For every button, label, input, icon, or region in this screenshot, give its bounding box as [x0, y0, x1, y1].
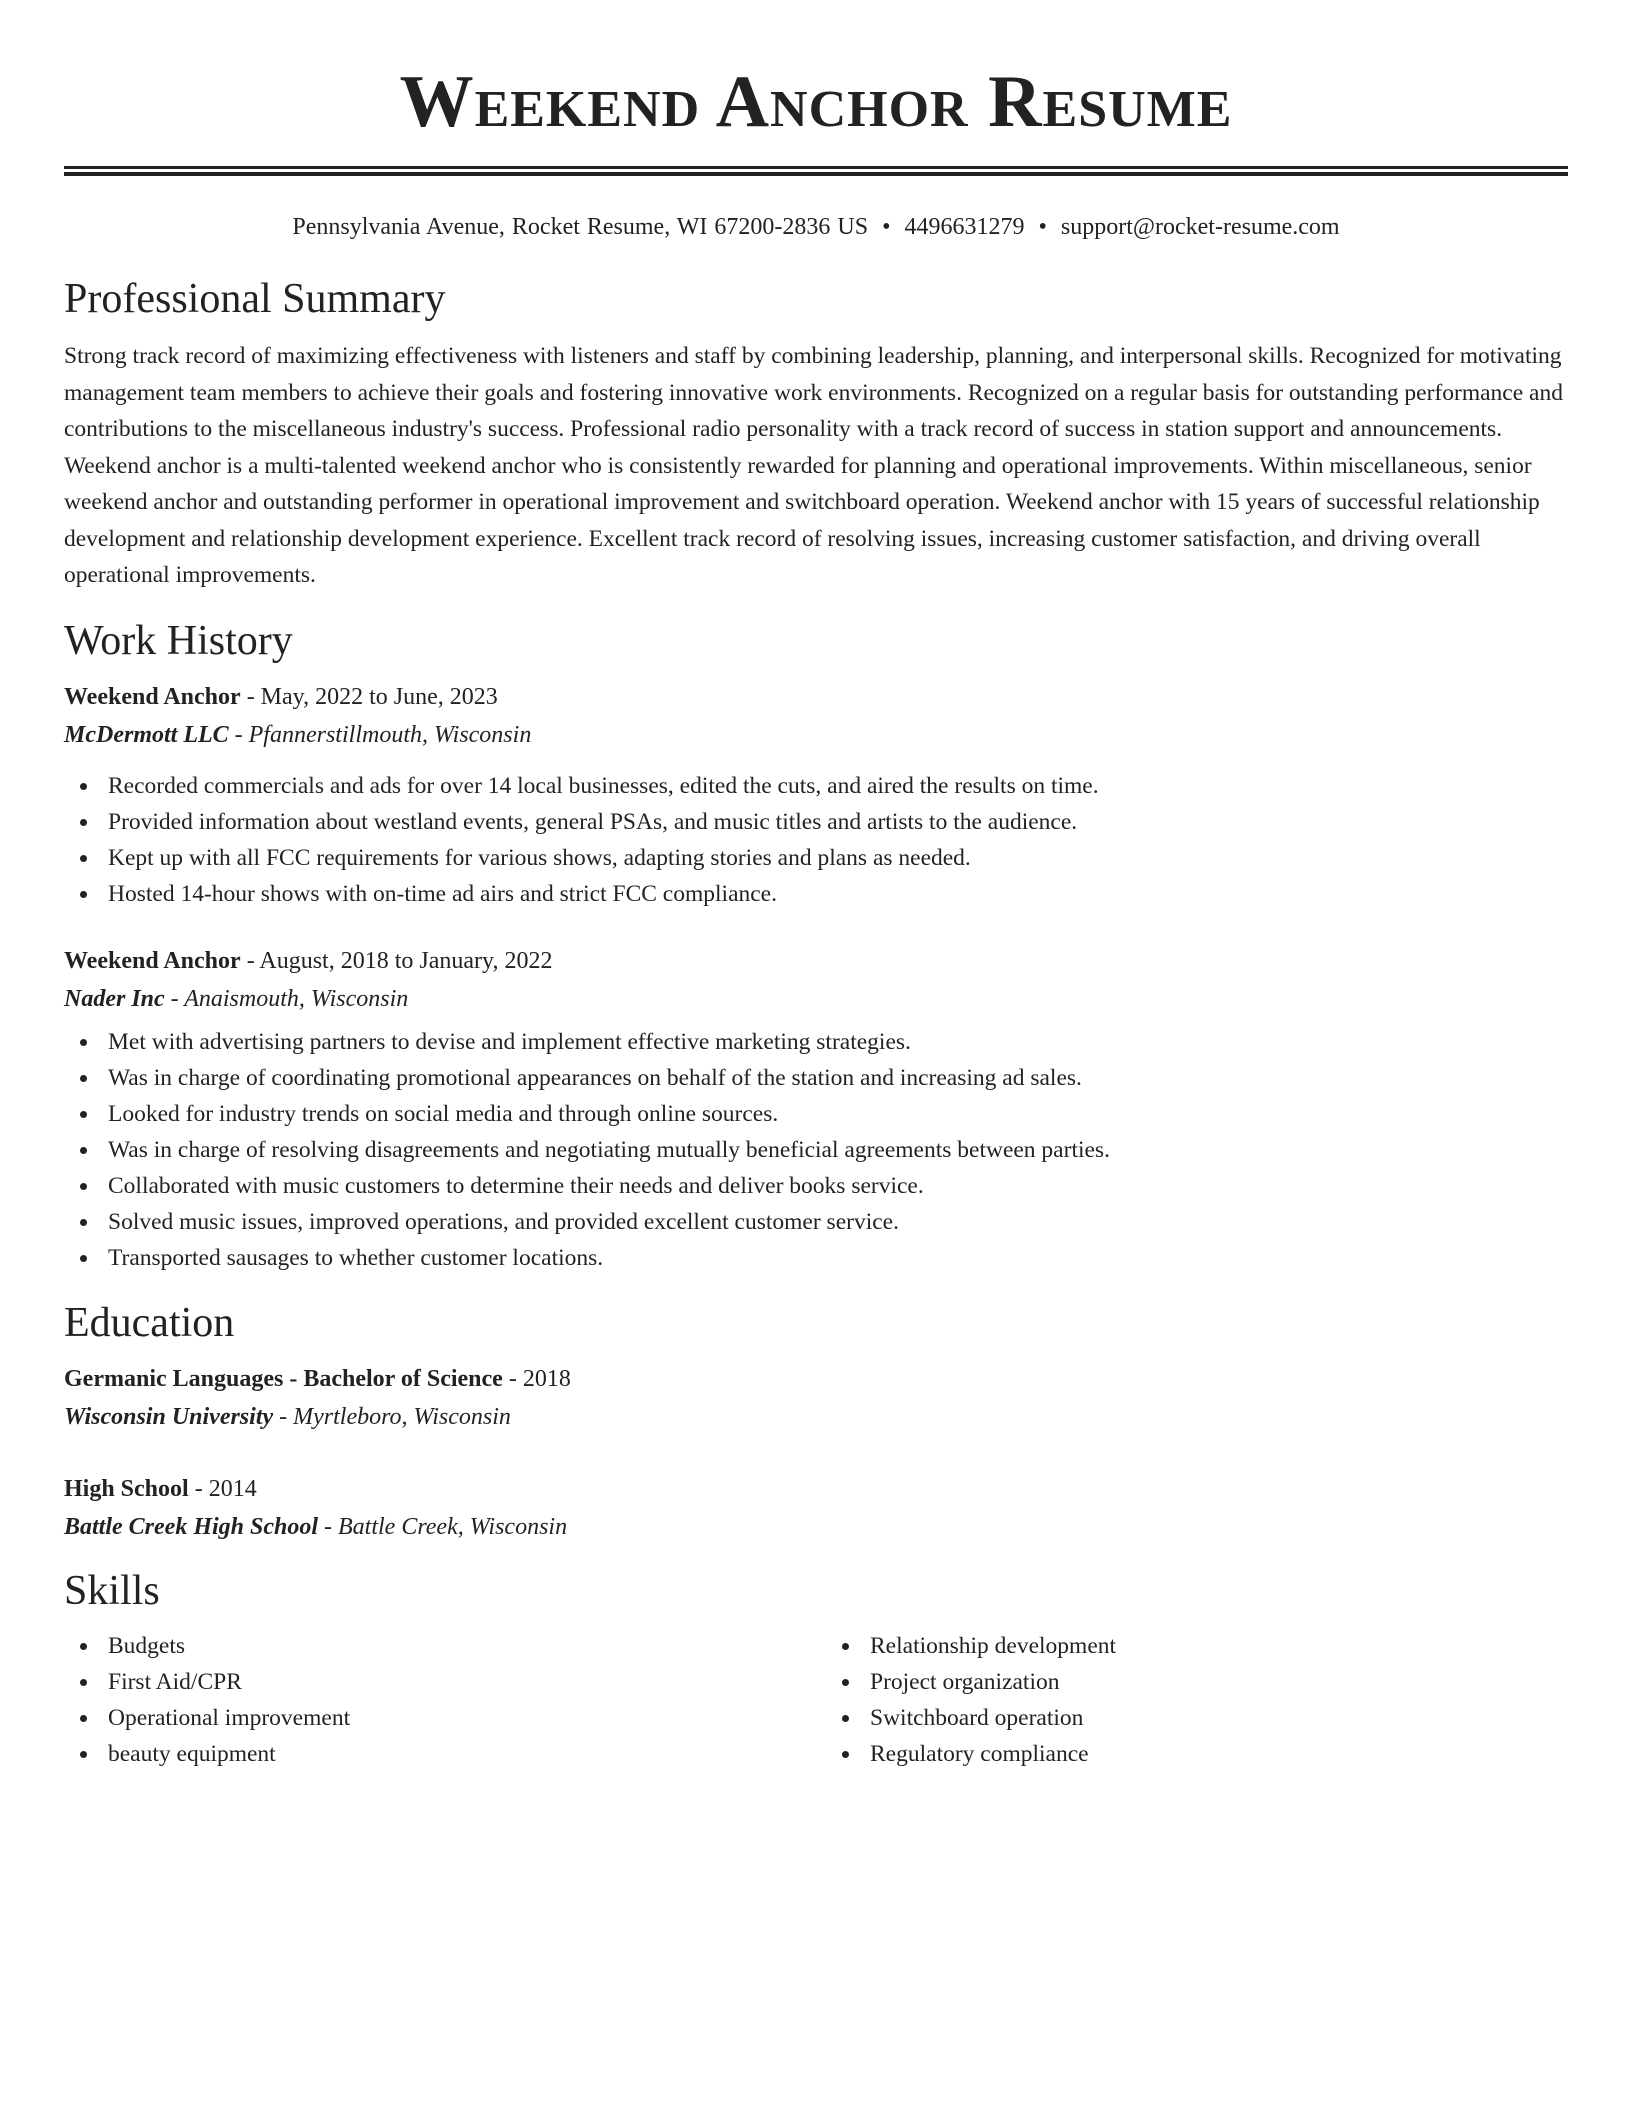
bullet-dot-icon	[80, 1643, 87, 1650]
list-item	[64, 1024, 1568, 1060]
summary-text: Strong track record of maximizing effectiveness with listeners and staff by combining leadership, planning, and interpersonal skills. Recognized for motivating management team members to achieve their goals and fostering innovative work environments. Recognized on a regular basis for outstanding performance and contributions to the miscellaneous industry's success. Professional radio personality with a track record of success in station support and announcements. Weekend anchor is a multi-talented weekend anchor who is consistently rewarded for planning and operational improvements. Within miscellaneous, senior weekend anchor and outstanding performer in operational improvement and switchboard operation. Weekend anchor with 15 years of successful relationship development and relationship development experience. Excellent track record of resolving issues, increasing customer satisfaction, and driving overall operational improvements.	[64, 343, 1563, 588]
degree-name: High School	[64, 1475, 189, 1502]
header-divider	[64, 166, 1568, 176]
school-name: Wisconsin University	[64, 1403, 274, 1430]
bullet-dot-icon	[80, 1147, 87, 1154]
job-role: Weekend Anchor	[64, 683, 241, 710]
school-name: Battle Creek High School	[64, 1513, 319, 1540]
skill-item	[64, 1700, 806, 1736]
skill-item	[826, 1736, 1568, 1772]
bullet-dot-icon	[80, 1751, 87, 1758]
skill-text: Relationship development	[870, 1632, 1117, 1659]
list-item-text: Looked for industry trends on social media and through online sources.	[108, 1100, 779, 1127]
list-item-text: Hosted 14-hour shows with on-time ad airs and strict FCC compliance.	[108, 880, 777, 907]
skill-text: beauty equipment	[108, 1740, 276, 1767]
list-item-text: Was in charge of coordinating promotional appearances on behalf of the station and increasing ad sales.	[108, 1064, 1082, 1091]
job-location: - Anaismouth, Wisconsin	[164, 985, 409, 1012]
bullet-dot-icon	[80, 891, 87, 898]
skills-grid	[64, 1628, 1568, 1772]
list-item	[64, 840, 1568, 876]
list-item-text: Collaborated with music customers to determine their needs and deliver books service.	[108, 1172, 924, 1199]
skill-text: Operational improvement	[108, 1704, 351, 1731]
contact-separator: •	[882, 214, 891, 240]
bullet-dot-icon	[842, 1679, 849, 1686]
school-line	[64, 1398, 1568, 1436]
bullet-dot-icon	[80, 1075, 87, 1082]
bullet-dot-icon	[842, 1751, 849, 1758]
list-item	[64, 804, 1568, 840]
skills-list-left	[64, 1628, 806, 1772]
list-item-text: Kept up with all FCC requirements for various shows, adapting stories and plans as needed.	[108, 844, 971, 871]
section-title-summary: Professional Summary	[64, 276, 446, 322]
skill-item	[64, 1628, 806, 1664]
job-location: - Pfannerstillmouth, Wisconsin	[228, 721, 532, 748]
list-item	[64, 1132, 1568, 1168]
bullet-dot-icon	[80, 1715, 87, 1722]
school-line	[64, 1508, 1568, 1546]
list-item-text: Solved music issues, improved operations, and provided excellent customer service.	[108, 1208, 899, 1235]
section-title-skills: Skills	[64, 1567, 160, 1614]
list-item-text: Met with advertising partners to devise and implement effective marketing strategies.	[108, 1028, 911, 1055]
resume-content	[64, 0, 1568, 1772]
list-item	[64, 1240, 1568, 1276]
contact-phone: 4496631279	[904, 214, 1025, 240]
job-duties-list	[64, 1024, 1568, 1276]
bullet-dot-icon	[80, 1219, 87, 1226]
skill-item	[64, 1736, 806, 1772]
bullet-dot-icon	[80, 1039, 87, 1046]
skill-text: Switchboard operation	[870, 1704, 1084, 1731]
job-entry	[64, 942, 1568, 1276]
job-company-line	[64, 716, 1568, 754]
skill-item	[826, 1664, 1568, 1700]
list-item-text: Transported sausages to whether customer locations.	[108, 1244, 604, 1271]
degree-year: - 2018	[502, 1365, 571, 1392]
job-title-line	[64, 678, 1568, 716]
job-company-line	[64, 980, 1568, 1018]
list-item-text: Provided information about westland events, general PSAs, and music titles and artists to the audience.	[108, 808, 1078, 835]
degree-line	[64, 1470, 1568, 1508]
skill-item	[826, 1700, 1568, 1736]
job-title-line	[64, 942, 1568, 980]
job-dates: - August, 2018 to January, 2022	[240, 947, 553, 974]
education-entry	[64, 1470, 1568, 1546]
bullet-dot-icon	[80, 1679, 87, 1686]
contact-address: Pennsylvania Avenue, Rocket Resume, WI 67200-2836 US	[292, 214, 869, 240]
bullet-dot-icon	[80, 1255, 87, 1262]
contact-email: support@rocket-resume.com	[1060, 214, 1340, 240]
section-title-work: Work History	[64, 617, 293, 664]
list-item	[64, 1204, 1568, 1240]
job-role: Weekend Anchor	[64, 947, 241, 974]
skill-item	[826, 1628, 1568, 1664]
job-duties-list	[64, 768, 1568, 912]
section-title-education: Education	[64, 1299, 235, 1346]
resume-name: Weekend Anchor Resume	[399, 61, 1233, 143]
skill-text: Regulatory compliance	[870, 1740, 1089, 1767]
job-company: Nader Inc	[64, 985, 165, 1012]
bullet-dot-icon	[80, 855, 87, 862]
skills-list-right	[826, 1628, 1568, 1772]
skill-text: Project organization	[870, 1668, 1060, 1695]
list-item	[64, 1060, 1568, 1096]
degree-line	[64, 1360, 1568, 1398]
job-company: McDermott LLC	[64, 721, 229, 748]
list-item	[64, 768, 1568, 804]
job-entry	[64, 678, 1568, 912]
bullet-dot-icon	[842, 1643, 849, 1650]
skill-text: First Aid/CPR	[108, 1668, 242, 1695]
list-item	[64, 1096, 1568, 1132]
degree-name: Germanic Languages - Bachelor of Science	[64, 1365, 503, 1392]
job-dates: - May, 2022 to June, 2023	[240, 683, 498, 710]
bullet-dot-icon	[80, 1111, 87, 1118]
education-entry	[64, 1360, 1568, 1436]
contact-line	[64, 212, 1568, 242]
list-item-text: Was in charge of resolving disagreements and negotiating mutually beneficial agreements between parties.	[108, 1136, 1110, 1163]
school-location: - Battle Creek, Wisconsin	[318, 1513, 568, 1540]
bullet-dot-icon	[80, 819, 87, 826]
list-item	[64, 1168, 1568, 1204]
list-item-text: Recorded commercials and ads for over 14 local businesses, edited the cuts, and aired the results on time.	[108, 772, 1099, 799]
bullet-dot-icon	[842, 1715, 849, 1722]
skill-item	[64, 1664, 806, 1700]
bullet-dot-icon	[80, 783, 87, 790]
list-item	[64, 876, 1568, 912]
contact-separator: •	[1038, 214, 1047, 240]
skill-text: Budgets	[108, 1632, 186, 1659]
degree-year: - 2014	[188, 1475, 257, 1502]
school-location: - Myrtleboro, Wisconsin	[273, 1403, 511, 1430]
bullet-dot-icon	[80, 1183, 87, 1190]
